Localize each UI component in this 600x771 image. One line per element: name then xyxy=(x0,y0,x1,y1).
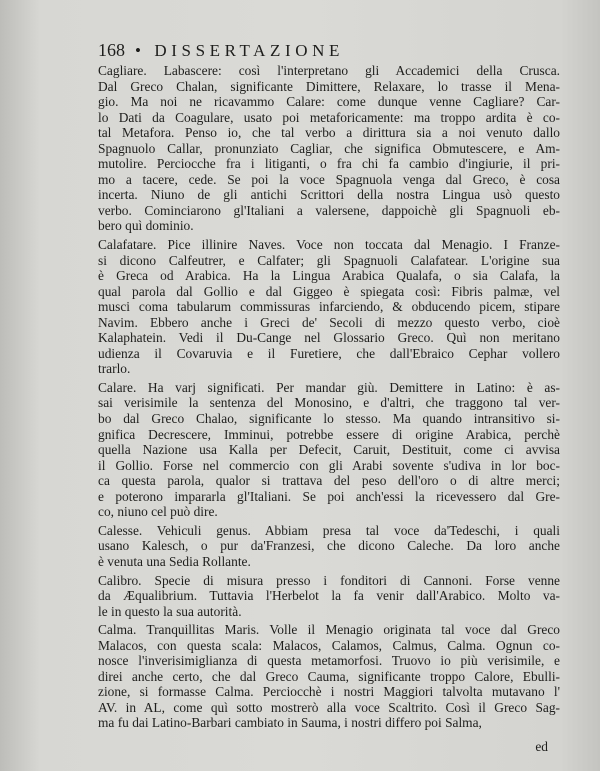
text-line: co, niuno cel può dire. xyxy=(98,504,218,520)
text-line: Spagnuolo Callar, pronunziato Cagliar, che significa Obmutescere, e Am- xyxy=(98,140,560,156)
text-line: usano Kalesch, o pur da'Franzesi, che dicono Caleche. Da loro anche xyxy=(98,538,560,554)
text-line: tal Metafora. Penso io, che tal verbo a dirittura sia a noi venuto dallo xyxy=(98,125,560,141)
text-line: è Greca od Arabica. Ha la Lingua Arabica Qualafa, o sia Calafa, la xyxy=(98,268,560,284)
running-title: • DISSERTAZIONE xyxy=(135,41,345,60)
text-line: trarlo. xyxy=(98,361,131,377)
text-line: mutolire. Perciocche fra i litiganti, o fra chi fa cambio d'ingiurie, il pri- xyxy=(98,156,560,172)
text-line: Navim. Ebbero anche i Greci de' Secoli di mezzo questo verbo, cioè xyxy=(98,314,560,330)
text-line: zione, si formasse Calma. Perciocchè i nostri Maggiori talvolta mutavano l' xyxy=(98,684,560,700)
text-line: è venuta una Sedia Rollante. xyxy=(98,553,251,569)
text-line: incerta. Niuno de gli antichi Scrittori della nostra Lingua usò questo xyxy=(98,187,560,203)
text-line: nosce l'inverisimiglianza di questa metamorfosi. Truovo io più verisimile, e xyxy=(98,653,560,669)
text-line: sai verisimile la sentenza del Monosino, e d'altri, che traggono tal ver- xyxy=(98,395,560,411)
dictionary-entry xyxy=(98,380,560,520)
text-line: gnifica Decrescere, Imminui, potrebbe essere di origine Arabica, perchè xyxy=(98,426,560,442)
text-line: bo dal Greco Chalao, significante lo stesso. Ma quando intransitivo si- xyxy=(98,411,560,427)
text-line: gio. Ma noi ne ricavammo Calare: come dunque venne Cagliare? Car- xyxy=(98,94,560,110)
page-body xyxy=(98,63,560,734)
page-header xyxy=(98,40,558,64)
text-line: Calesse. Vehiculi genus. Abbiam presa tal voce da'Tedeschi, i quali xyxy=(98,522,560,538)
text-line: direi anche certo, che dal Greco Cauma, significante troppo Calore, Ebulli- xyxy=(98,668,560,684)
dictionary-entry xyxy=(98,237,560,377)
text-line: Calibro. Specie di misura presso i fonditori di Cannoni. Forse venne xyxy=(98,572,560,588)
text-line: qual parola dal Gollio e dal Giggeo è spiegata così: Fibris palmæ, vel xyxy=(98,283,560,299)
dictionary-entry xyxy=(98,622,560,731)
text-line: Calare. Ha varj significati. Per mandar giù. Demittere in Latino: è as- xyxy=(98,379,560,395)
dictionary-entry xyxy=(98,573,560,620)
text-line: si dicono Calfeutrer, e Calfater; gli Spagnuoli Calafatear. L'origine sua xyxy=(98,252,560,268)
text-line: quella Nazione usa Kalla per Defecit, Caruit, Destituit, come ci avvisa xyxy=(98,442,560,458)
text-line: udienza il Covaruvia e il Furetiere, che dall'Ebraico Cephar vollero xyxy=(98,345,560,361)
text-line: Malacos, con questa scala: Malacos, Calamos, Calmus, Calma. Ognun co- xyxy=(98,637,560,653)
text-line: Kalaphatein. Vedi il Du-Cange nel Glossario Greco. Quì non meritano xyxy=(98,330,560,346)
text-line: Dal Greco Chalan, significante Dimittere, Relaxare, lo trasse il Mena- xyxy=(98,78,560,94)
text-line: AV. in AL, come quì sotto mostrerò alla voce Scaltrito. Così il Greco Sag- xyxy=(98,699,560,715)
text-line: lo Dati da Coagulare, usato poi metaforicamente: ma troppo ardita è co- xyxy=(98,109,560,125)
text-line: bero quì dominio. xyxy=(98,218,194,234)
text-line: il Gollio. Forse nel commercio con gli Arabi sovente s'udiva in lor boc- xyxy=(98,457,560,473)
text-line: verbo. Cominciarono gl'Italiani a valersene, dappoichè gli Spagnuoli eb- xyxy=(98,202,560,218)
text-line: e poterono impararla gl'Italiani. Se poi anch'essi la ricevessero dal Gre- xyxy=(98,488,560,504)
text-line: Calafatare. Pice illinire Naves. Voce non toccata dal Menagio. I Franze- xyxy=(98,237,560,253)
text-line: Cagliare. Labascere: così l'interpretano gli Accademici della Crusca. xyxy=(98,63,560,78)
text-line: mo a tacere, cede. Se poi la voce Spagnuola venga dal Greco, è cosa xyxy=(98,171,560,187)
text-line: ma fu dai Latino-Barbari cambiato in Sauma, i nostri differo poi Salma, xyxy=(98,715,482,731)
dictionary-entry xyxy=(98,523,560,570)
catchword: ed xyxy=(535,739,548,754)
text-line: da Æqualibrium. Tuttavia l'Herbelot la fa venir dall'Arabico. Molto va- xyxy=(98,588,560,604)
text-line: ca questa parola, qualor si trattava del peso dell'oro o di altre merci; xyxy=(98,473,560,489)
text-line: Calma. Tranquillitas Maris. Volle il Menagio originata tal voce dal Greco xyxy=(98,622,560,638)
dictionary-entry xyxy=(98,63,560,234)
text-line: le in questo la sua autorità. xyxy=(98,603,242,619)
text-line: musci coma tabularum commissuras infarciendo, & obducendo picem, stipare xyxy=(98,299,560,315)
page-number: 168 xyxy=(98,40,125,60)
